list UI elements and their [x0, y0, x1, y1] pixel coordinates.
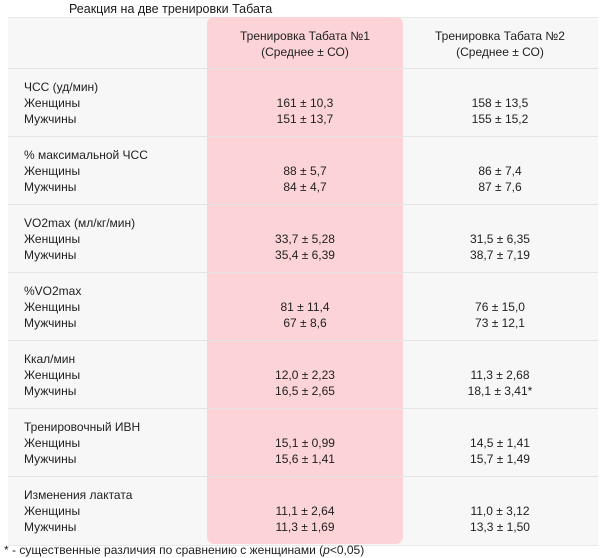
cell-women-tabata-1: 81 ± 11,4 [280, 300, 330, 314]
cell-men-tabata-2: 15,7 ± 1,49 [470, 452, 530, 466]
row-label: Ккал/мин [24, 352, 76, 366]
cell-men-tabata-2: 13,3 ± 1,50 [470, 520, 530, 534]
cell-women-tabata-1: 15,1 ± 0,99 [275, 436, 335, 450]
row-divider [8, 272, 598, 273]
row-label-men: Мужчины [24, 520, 77, 534]
row-label-women: Женщины [24, 164, 81, 178]
cell-women-tabata-2: 31,5 ± 6,35 [470, 232, 530, 246]
row-label-women: Женщины [24, 368, 81, 382]
row-label-men: Мужчины [24, 180, 77, 194]
row-label: %VO2max [24, 284, 82, 298]
row-label-women: Женщины [24, 504, 81, 518]
row-divider [8, 340, 598, 341]
cell-women-tabata-2: 11,3 ± 2,68 [470, 368, 530, 382]
cell-men-tabata-2: 87 ± 7,6 [478, 180, 522, 194]
footnote-text: * - существенные различия по сравнению с женщинами (p<0,05) [4, 543, 365, 557]
row-label-men: Мужчины [24, 384, 77, 398]
column-header-tabata-1-title: Тренировка Табата №1 [240, 29, 370, 43]
row-label: Тренировочный ИВН [24, 420, 141, 434]
cell-men-tabata-1: 15,6 ± 1,41 [275, 452, 335, 466]
cell-women-tabata-1: 11,1 ± 2,64 [275, 504, 335, 518]
cell-men-tabata-1: 11,3 ± 1,69 [275, 520, 335, 534]
row-label-women: Женщины [24, 96, 81, 110]
cell-women-tabata-1: 88 ± 5,7 [283, 164, 327, 178]
cell-men-tabata-2: 18,1 ± 3,41* [467, 384, 533, 398]
cell-women-tabata-2: 14,5 ± 1,41 [470, 436, 530, 450]
cell-women-tabata-2: 86 ± 7,4 [478, 164, 522, 178]
cell-men-tabata-2: 73 ± 12,1 [475, 316, 525, 330]
row-label-men: Мужчины [24, 248, 77, 262]
row-divider [8, 204, 598, 205]
cell-women-tabata-1: 12,0 ± 2,23 [275, 368, 335, 382]
column-header-tabata-1-subtitle: (Среднее ± СО) [261, 45, 349, 59]
row-label-women: Женщины [24, 232, 81, 246]
row-divider [8, 136, 598, 137]
cell-men-tabata-1: 16,5 ± 2,65 [275, 384, 335, 398]
column-header-tabata-2 [402, 28, 598, 60]
cell-men-tabata-1: 67 ± 8,6 [283, 316, 327, 330]
row-label-men: Мужчины [24, 452, 77, 466]
footnote [4, 543, 364, 557]
column-header-tabata-2-title: Тренировка Табата №2 [435, 29, 565, 43]
cell-men-tabata-1: 35,4 ± 6,39 [275, 248, 335, 262]
cell-women-tabata-2: 11,0 ± 3,12 [470, 504, 530, 518]
row-label-men: Мужчины [24, 112, 77, 126]
cell-men-tabata-2: 155 ± 15,2 [471, 112, 529, 126]
row-label-women: Женщины [24, 300, 81, 314]
row-label: % максимальной ЧСС [24, 148, 148, 162]
cell-men-tabata-1: 151 ± 13,7 [276, 112, 334, 126]
row-label-men: Мужчины [24, 316, 77, 330]
row-divider [8, 408, 598, 409]
cell-women-tabata-1: 33,7 ± 5,28 [275, 232, 335, 246]
row-label: VO2max (мл/кг/мин) [24, 216, 136, 230]
cell-men-tabata-1: 84 ± 4,7 [283, 180, 327, 194]
cell-men-tabata-2: 38,7 ± 7,19 [470, 248, 530, 262]
row-label: Изменения лактата [24, 488, 133, 502]
row-divider [8, 68, 598, 69]
row-divider [8, 476, 598, 477]
column-header-tabata-2-subtitle: (Среднее ± СО) [456, 45, 544, 59]
table-title: Реакция на две тренировки Табата [69, 2, 273, 16]
column-header-tabata-1 [207, 28, 403, 60]
row-label: ЧСС (уд/мин) [24, 80, 99, 94]
cell-women-tabata-2: 76 ± 15,0 [475, 300, 525, 314]
cell-women-tabata-1: 161 ± 10,3 [276, 96, 334, 110]
row-label-women: Женщины [24, 436, 81, 450]
cell-women-tabata-2: 158 ± 13,5 [471, 96, 529, 110]
